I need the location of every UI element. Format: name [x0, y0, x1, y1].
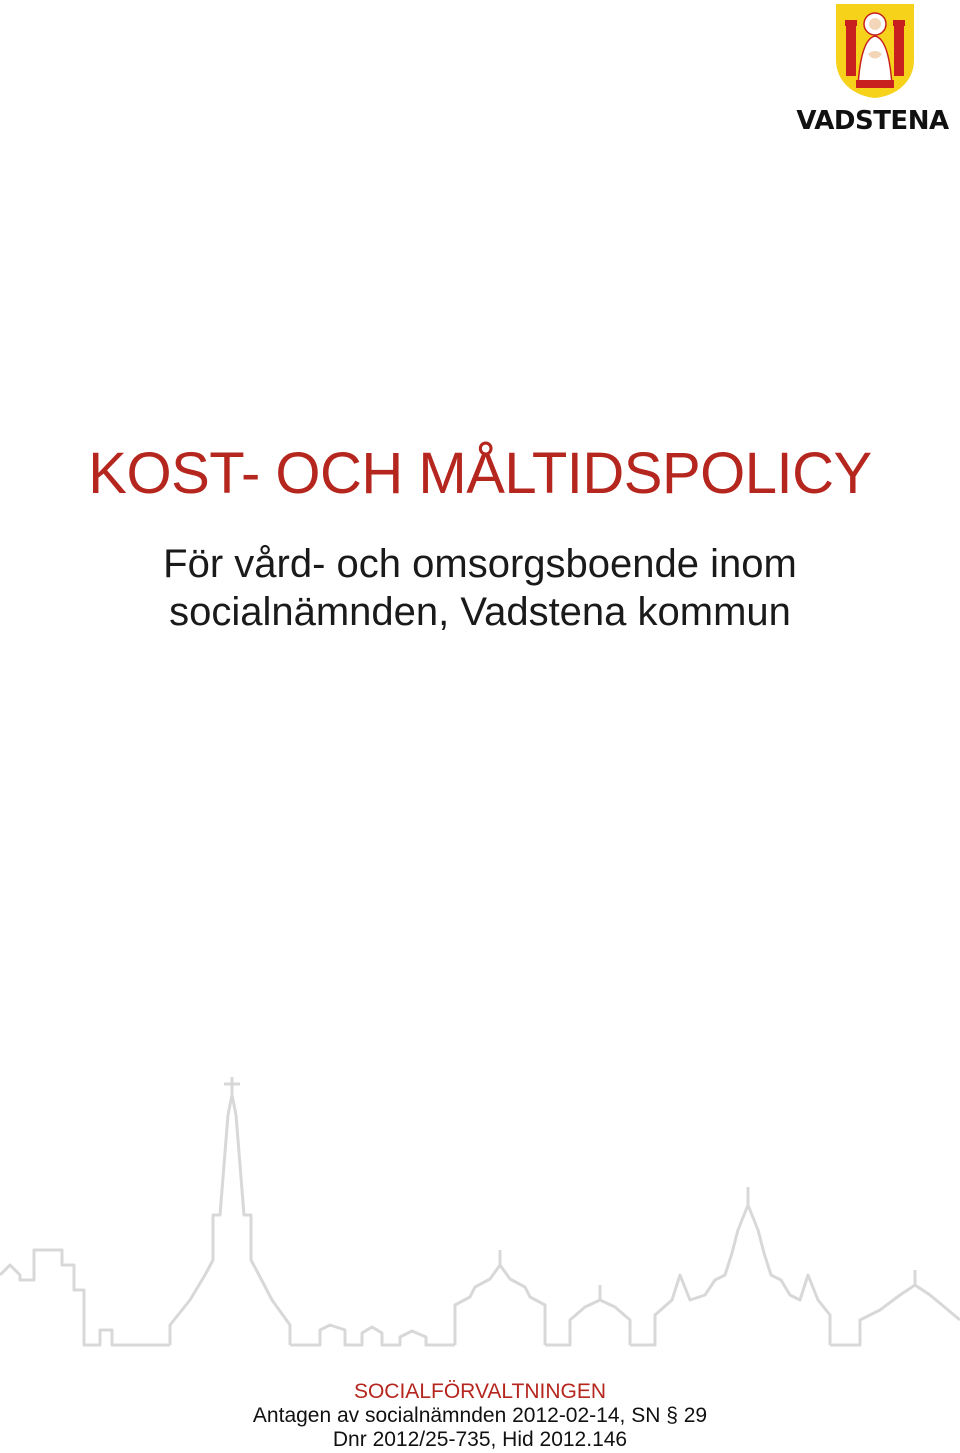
document-footer — [0, 1380, 960, 1452]
department-name: SOCIALFÖRVALTNINGEN — [353, 1380, 607, 1403]
adoption-info: Antagen av socialnämnden 2012-02-14, SN § 29 — [252, 1404, 708, 1427]
vadstena-logo — [790, 0, 955, 140]
reference-number: Dnr 2012/25-735, Hid 2012.146 — [332, 1428, 628, 1451]
vadstena-wordmark: VADSTENA — [796, 106, 949, 136]
document-subtitle — [0, 540, 960, 636]
document-title: KOST- OCH MÅLTIDSPOLICY — [88, 441, 872, 506]
coat-of-arms-icon — [834, 2, 916, 100]
subtitle-line-1: För vård- och omsorgsboende inom — [163, 542, 797, 586]
town-skyline-illustration — [0, 1075, 960, 1365]
subtitle-line-2: socialnämnden, Vadstena kommun — [169, 590, 791, 634]
